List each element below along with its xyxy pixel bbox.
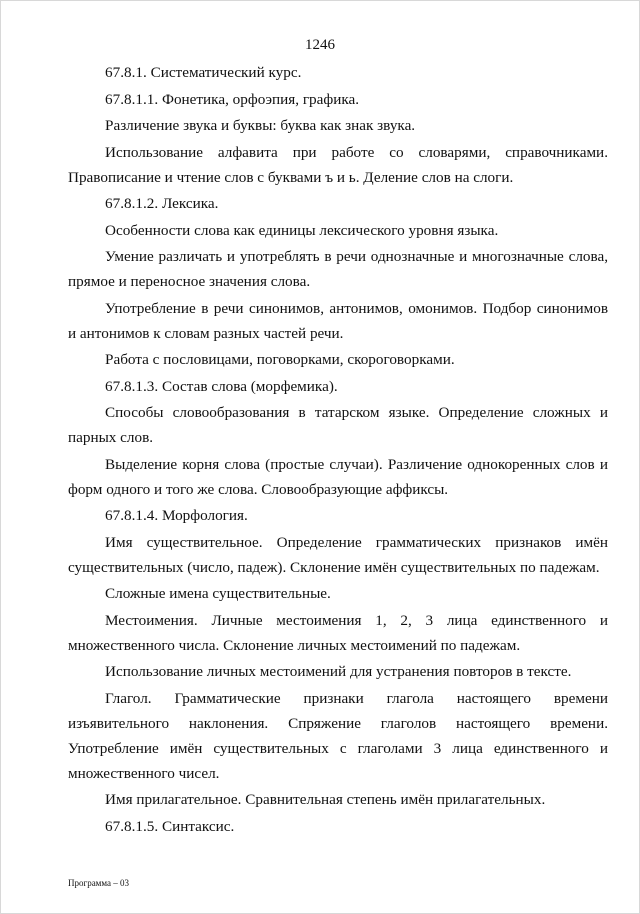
- page-number: 1246: [305, 37, 335, 53]
- paragraph: Имя существительное. Определение грамматических признаков имён существительных (число, падеж). Склонение имён существительных по падежам.: [68, 533, 608, 576]
- paragraph: Местоимения. Личные местоимения 1, 2, 3 лица единственного и множественного числа. Склонение личных местоимений по падежам.: [68, 611, 608, 654]
- paragraph: Использование личных местоимений для устранения повторов в тексте.: [105, 663, 572, 680]
- paragraph: Глагол. Грамматические признаки глагола настоящего времени изъявительного наклонения. Спряжение глаголов настоящего времени. Употребление имён существительных с глаголами 3 лица единственного и множественного чисел.: [68, 689, 608, 782]
- subsection-heading: 67.8.1.2. Лексика.: [105, 195, 219, 212]
- paragraph: Особенности слова как единицы лексического уровня языка.: [105, 221, 499, 239]
- paragraph: Имя прилагательное. Сравнительная степень имён прилагательных.: [105, 791, 546, 808]
- paragraph: Использование алфавита при работе со словарями, справочниками. Правописание и чтение слов с буквами ъ и ь. Деление слов на слоги.: [68, 143, 608, 186]
- subsection-heading: 67.8.1.5. Синтаксис.: [105, 817, 235, 835]
- paragraph: Выделение корня слова (простые случаи). Различение однокоренных слов и форм одного и того же слова. Словообразующие аффиксы.: [68, 455, 608, 498]
- subsection-heading: 67.8.1.4. Морфология.: [105, 507, 248, 524]
- paragraph: Способы словообразования в татарском языке. Определение сложных и парных слов.: [68, 404, 608, 446]
- paragraph: Различение звука и буквы: буква как знак звука.: [105, 117, 416, 134]
- paragraph: Умение различать и употреблять в речи однозначные и многозначные слова, прямое и переносное значения слова.: [68, 248, 608, 290]
- footer-label: Программа – 03: [68, 878, 130, 888]
- paragraph: Работа с пословицами, поговорками, скороговорками.: [105, 351, 455, 368]
- document-body: [68, 60, 608, 840]
- paragraph: Употребление в речи синонимов, антонимов, омонимов. Подбор синонимов и антонимов к словам разных частей речи.: [68, 299, 608, 342]
- paragraph: Сложные имена существительные.: [105, 585, 331, 602]
- subsection-heading: 67.8.1.1. Фонетика, орфоэпия, графика.: [105, 90, 360, 108]
- section-heading: 67.8.1. Систематический курс.: [105, 64, 302, 81]
- subsection-heading: 67.8.1.3. Состав слова (морфемика).: [105, 377, 338, 395]
